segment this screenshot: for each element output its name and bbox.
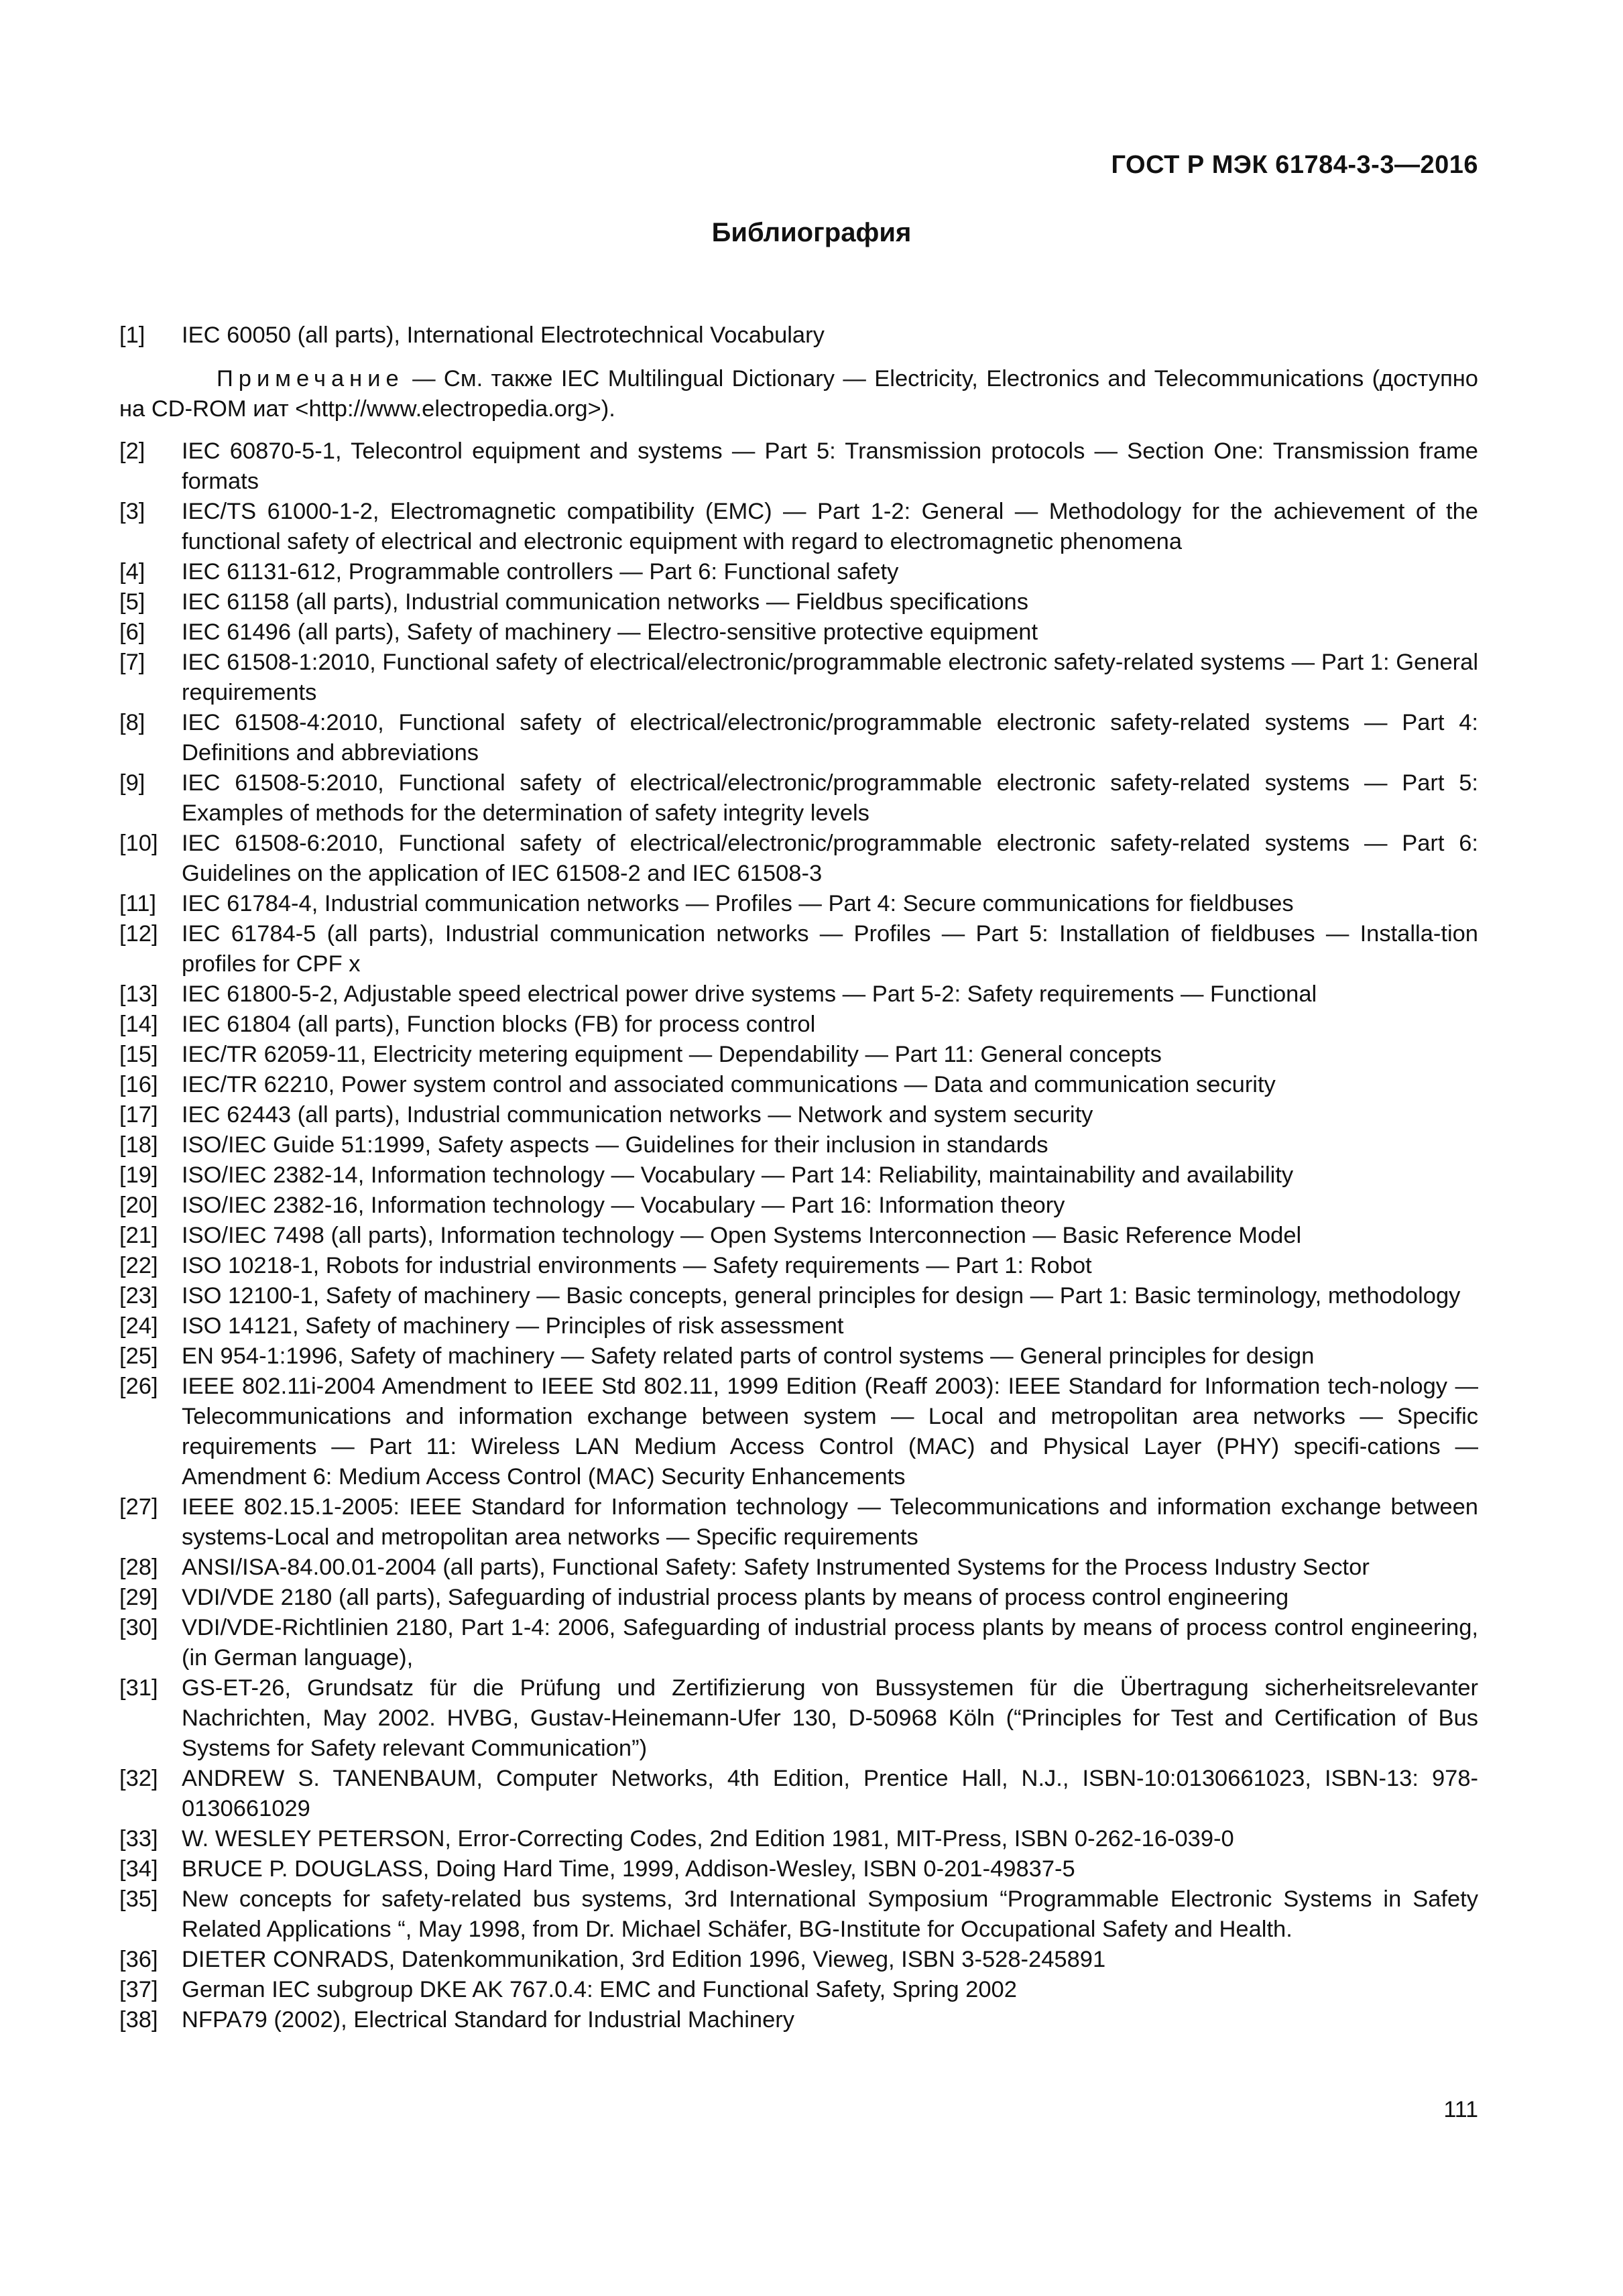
reference-text: ISO/IEC 7498 (all parts), Information technology — Open Systems Interconnection — Basic Reference Model [182, 1223, 1302, 1248]
reference-number: [35] [119, 1886, 158, 1912]
reference-text: IEC/TR 62210, Power system control and associated communications — Data and communication security [182, 1072, 1276, 1097]
reference-number: [14] [119, 1012, 158, 1037]
reference-text: New concepts for safety-related bus systems, 3rd International Symposium “Programmable Electronic Systems in Safety Related Applications “, May 1998, from Dr. Michael Schäfer, BG-Institute for Occupational Safety and Health. [182, 1886, 1478, 1942]
reference-entry [119, 1945, 1478, 1975]
reference-text: IEC 61508-1:2010, Functional safety of electrical/electronic/programmable electronic safety-related systems — Part 1: General requirements [182, 650, 1478, 705]
reference-entry [119, 1372, 1478, 1492]
reference-text: ISO/IEC Guide 51:1999, Safety aspects — Guidelines for their inclusion in standards [182, 1132, 1048, 1158]
reference-entry [119, 768, 1478, 829]
reference-number: [1] [119, 322, 145, 348]
reference-text: DIETER CONRADS, Datenkommunikation, 3rd Edition 1996, Vieweg, ISBN 3-528-245891 [182, 1947, 1106, 1972]
reference-number: [11] [119, 891, 156, 916]
bibliography-list [119, 320, 1478, 2035]
reference-text: IEC 61784-5 (all parts), Industrial communication networks — Profiles — Part 5: Installation of fieldbuses — Installa-tion profiles for CPF x [182, 921, 1478, 977]
reference-entry [119, 1854, 1478, 1884]
reference-number: [17] [119, 1102, 158, 1128]
reference-number: [28] [119, 1555, 158, 1580]
reference-number: [24] [119, 1313, 158, 1339]
reference-text: ISO 14121, Safety of machinery — Principles of risk assessment [182, 1313, 844, 1339]
reference-text: IEC 61508-4:2010, Functional safety of electrical/electronic/programmable electronic safety-related systems — Part 4: Definitions and abbreviations [182, 710, 1478, 766]
reference-entry [119, 1221, 1478, 1251]
reference-entry [119, 1251, 1478, 1281]
reference-text: IEC 62443 (all parts), Industrial communication networks — Network and system security [182, 1102, 1093, 1128]
reference-number: [32] [119, 1766, 158, 1791]
reference-number: [38] [119, 2007, 158, 2033]
reference-text: VDI/VDE-Richtlinien 2180, Part 1-4: 2006, Safeguarding of industrial process plants by means of process control engineering, (in German language), [182, 1615, 1478, 1671]
reference-number: [36] [119, 1947, 158, 1972]
reference-entry [119, 1553, 1478, 1583]
reference-entry [119, 1492, 1478, 1553]
reference-number: [10] [119, 831, 158, 856]
reference-entry [119, 1191, 1478, 1221]
reference-text: ISO/IEC 2382-14, Information technology — Vocabulary — Part 14: Reliability, maintainability and availability [182, 1162, 1294, 1188]
reference-text: IEC 61496 (all parts), Safety of machinery — Electro-sensitive protective equipment [182, 619, 1038, 645]
reference-entry [119, 1975, 1478, 2005]
reference-number: [33] [119, 1826, 158, 1852]
reference-number: [19] [119, 1162, 158, 1188]
reference-number: [15] [119, 1042, 158, 1067]
reference-entry [119, 617, 1478, 648]
reference-entry [119, 1764, 1478, 1824]
reference-text: IEEE 802.15.1-2005: IEEE Standard for Information technology — Telecommunications and information exchange between systems-Local and metropolitan area networks — Specific requirements [182, 1494, 1478, 1550]
reference-text: ISO 10218-1, Robots for industrial environments — Safety requirements — Part 1: Robot [182, 1253, 1092, 1278]
reference-number: [5] [119, 589, 145, 615]
reference-number: [4] [119, 559, 145, 585]
reference-entry [119, 1130, 1478, 1160]
reference-entry [119, 1673, 1478, 1764]
reference-text: German IEC subgroup DKE AK 767.0.4: EMC and Functional Safety, Spring 2002 [182, 1977, 1017, 2002]
reference-number: [8] [119, 710, 145, 735]
reference-number: [13] [119, 981, 158, 1007]
reference-number: [16] [119, 1072, 158, 1097]
reference-text: BRUCE P. DOUGLASS, Doing Hard Time, 1999, Addison-Wesley, ISBN 0-201-49837-5 [182, 1856, 1075, 1882]
reference-entry [119, 557, 1478, 587]
reference-number: [21] [119, 1223, 158, 1248]
reference-entry [119, 1311, 1478, 1341]
reference-text: IEC 61804 (all parts), Function blocks (FB) for process control [182, 1012, 816, 1037]
reference-number: [3] [119, 499, 145, 524]
reference-entry [119, 320, 1478, 351]
reference-number: [12] [119, 921, 158, 947]
reference-number: [29] [119, 1585, 158, 1610]
page-title: Библиография [711, 218, 912, 247]
reference-entry [119, 829, 1478, 889]
reference-entry [119, 1281, 1478, 1311]
reference-entry [119, 1824, 1478, 1854]
reference-number: [34] [119, 1856, 158, 1882]
reference-entry [119, 2005, 1478, 2035]
reference-text: IEC 61800-5-2, Adjustable speed electrical power drive systems — Part 5-2: Safety requirements — Functional [182, 981, 1317, 1007]
reference-number: [26] [119, 1374, 158, 1399]
reference-entry [119, 708, 1478, 768]
reference-entry [119, 1341, 1478, 1372]
reference-entry [119, 497, 1478, 557]
reference-number: [7] [119, 650, 145, 675]
reference-number: [27] [119, 1494, 158, 1520]
reference-note [119, 364, 1478, 424]
reference-text: IEC 61508-6:2010, Functional safety of electrical/electronic/programmable electronic safety-related systems — Part 6: Guidelines on the application of IEC 61508-2 and IEC 61508-3 [182, 831, 1478, 886]
reference-number: [25] [119, 1343, 158, 1369]
reference-entry [119, 587, 1478, 617]
reference-text: VDI/VDE 2180 (all parts), Safeguarding of industrial process plants by means of process control engineering [182, 1585, 1289, 1610]
reference-text: IEC 61784-4, Industrial communication networks — Profiles — Part 4: Secure communications for fieldbuses [182, 891, 1294, 916]
reference-text: IEC/TS 61000-1-2, Electromagnetic compatibility (EMC) — Part 1-2: General — Methodology for the achievement of the functional safety of electrical and electronic equipment with regard to electromagnetic phenomena [182, 499, 1478, 554]
reference-text: ISO/IEC 2382-16, Information technology — Vocabulary — Part 16: Information theory [182, 1193, 1065, 1218]
reference-text: ANDREW S. TANENBAUM, Computer Networks, 4th Edition, Prentice Hall, N.J., ISBN-10:0130661023, ISBN-13: 978-0130661029 [182, 1766, 1478, 1821]
reference-entry [119, 1070, 1478, 1100]
reference-number: [20] [119, 1193, 158, 1218]
reference-number: [23] [119, 1283, 158, 1309]
reference-number: [2] [119, 438, 145, 464]
reference-text: W. WESLEY PETERSON, Error-Correcting Codes, 2nd Edition 1981, MIT-Press, ISBN 0-262-16-039-0 [182, 1826, 1234, 1852]
reference-entry [119, 1583, 1478, 1613]
reference-entry [119, 1160, 1478, 1191]
reference-number: [18] [119, 1132, 158, 1158]
reference-number: [9] [119, 770, 145, 796]
reference-text: NFPA79 (2002), Electrical Standard for Industrial Machinery [182, 2007, 795, 2033]
reference-text: IEC/TR 62059-11, Electricity metering equipment — Dependability — Part 11: General concepts [182, 1042, 1162, 1067]
reference-entry [119, 919, 1478, 979]
reference-number: [30] [119, 1615, 158, 1640]
reference-text: EN 954-1:1996, Safety of machinery — Safety related parts of control systems — General principles for design [182, 1343, 1315, 1369]
document-code: ГОСТ Р МЭК 61784-3-3—2016 [1111, 151, 1478, 179]
reference-entry [119, 979, 1478, 1010]
note-label: Примечание [217, 366, 404, 391]
reference-text: ISO 12100-1, Safety of machinery — Basic concepts, general principles for design — Part 1: Basic terminology, methodology [182, 1283, 1461, 1309]
reference-text: IEC 60050 (all parts), International Electrotechnical Vocabulary [182, 322, 825, 348]
reference-text: IEC 61158 (all parts), Industrial communication networks — Fieldbus specifications [182, 589, 1028, 615]
reference-number: [31] [119, 1675, 158, 1701]
reference-entry [119, 1010, 1478, 1040]
reference-entry [119, 648, 1478, 708]
reference-entry [119, 436, 1478, 497]
reference-text: GS-ET-26, Grundsatz für die Prüfung und Zertifizierung von Bussystemen für die Übertragung sicherheitsrelevanter Nachrichten, May 2002. HVBG, Gustav-Heinemann-Ufer 130, D-50968 Köln (“Principles for Test and Certification of Bus Systems for Safety relevant Communication”) [182, 1675, 1478, 1761]
reference-entry [119, 889, 1478, 919]
reference-entry [119, 1884, 1478, 1945]
reference-text: IEC 60870-5-1, Telecontrol equipment and systems — Part 5: Transmission protocols — Section One: Transmission frame formats [182, 438, 1478, 494]
page-number: 111 [1443, 2097, 1478, 2122]
reference-number: [22] [119, 1253, 158, 1278]
reference-number: [6] [119, 619, 145, 645]
reference-text: IEEE 802.11i-2004 Amendment to IEEE Std 802.11, 1999 Edition (Reaff 2003): IEEE Standard for Information tech-nology — Telecommunications and information exchange between system — Local and metropolitan area networks — Specific requirements — Part 11: Wireless LAN Medium Access Control (MAC) and Physical Layer (PHY) specifi-cations — Amendment 6: Medium Access Control (MAC) Security Enhancements [182, 1374, 1478, 1490]
reference-entry [119, 1613, 1478, 1673]
reference-text: IEC 61508-5:2010, Functional safety of electrical/electronic/programmable electronic safety-related systems — Part 5: Examples of methods for the determination of safety integrity levels [182, 770, 1478, 826]
note-text: — См. также IEC Multilingual Dictionary — Electricity, Electronics and Telecommunications (доступно на CD-ROM иат <http://www.electropedia.org>). [119, 366, 1478, 422]
reference-number: [37] [119, 1977, 158, 2002]
reference-entry [119, 1040, 1478, 1070]
reference-text: ANSI/ISA-84.00.01-2004 (all parts), Functional Safety: Safety Instrumented Systems for the Process Industry Sector [182, 1555, 1370, 1580]
reference-entry [119, 1100, 1478, 1130]
reference-text: IEC 61131-612, Programmable controllers — Part 6: Functional safety [182, 559, 899, 585]
